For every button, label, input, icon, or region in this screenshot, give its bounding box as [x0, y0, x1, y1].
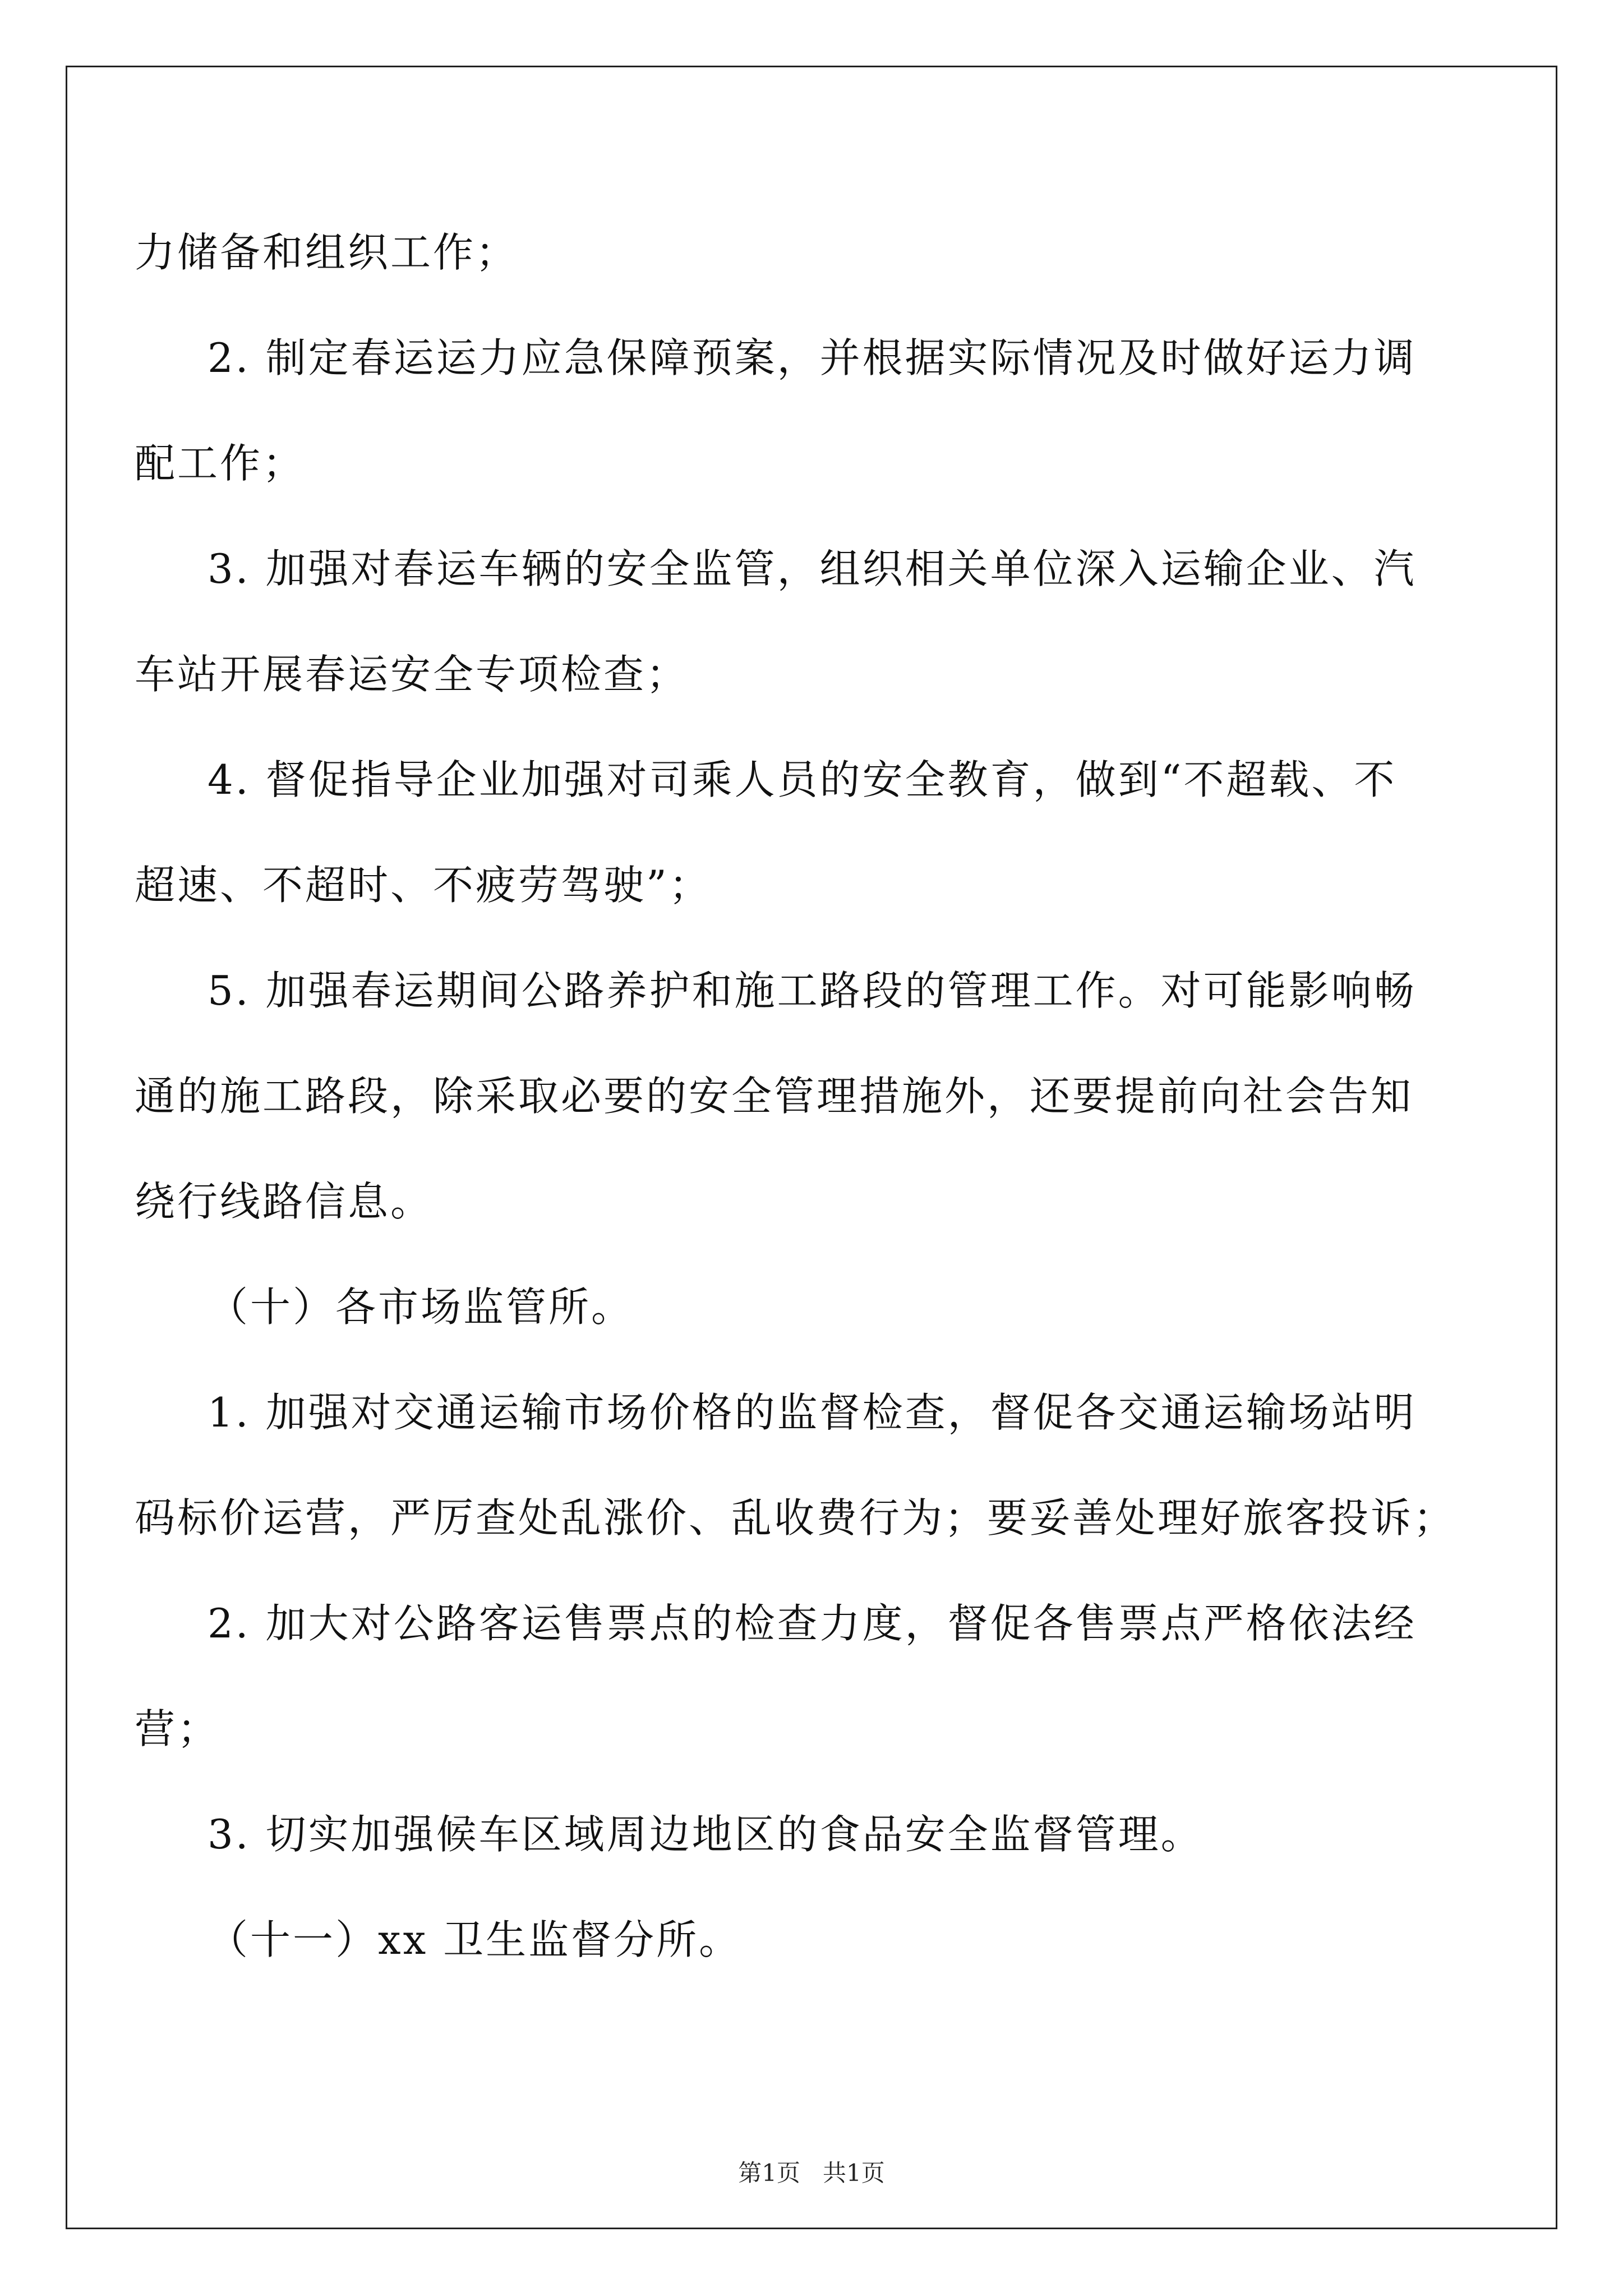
text-line: 超速、不超时、不疲劳驾驶”； — [135, 862, 712, 909]
text-line: 1. 加强对交通运输市场价格的监督检查，督促各交通运输场站明 — [208, 1389, 1417, 1436]
text-line: 4. 督促指导企业加强对司乘人员的安全教育，做到“不超载、不 — [208, 756, 1397, 803]
text-line: 营； — [135, 1705, 220, 1752]
text-line: 2. 制定春运运力应急保障预案，并根据实际情况及时做好运力调 — [208, 334, 1417, 381]
page-footer: 第1页 共1页 — [738, 2159, 885, 2187]
text-line: 2. 加大对公路客运售票点的检查力度，督促各售票点严格依法经 — [208, 1600, 1417, 1647]
text-line: 3. 加强对春运车辆的安全监管，组织相关单位深入运输企业、汽 — [208, 545, 1417, 592]
section-heading: （十一）xx 卫生监督分所。 — [208, 1916, 742, 1963]
page-border — [66, 66, 1557, 2229]
text-line: 绕行线路信息。 — [135, 1178, 434, 1225]
text-line: 力储备和组织工作； — [135, 229, 519, 276]
text-line: 配工作； — [135, 440, 306, 487]
text-line: 码标价运营，严厉查处乱涨价、乱收费行为；要妥善处理好旅客投诉； — [135, 1494, 1456, 1542]
text-line: 3. 切实加强候车区域周边地区的食品安全监督管理。 — [208, 1811, 1204, 1858]
text-line: 通的施工路段，除采取必要的安全管理措施外，还要提前向社会告知 — [135, 1073, 1414, 1120]
section-heading: （十）各市场监管所。 — [208, 1283, 634, 1331]
text-line: 5. 加强春运期间公路养护和施工路段的管理工作。对可能影响畅 — [208, 967, 1417, 1014]
text-line: 车站开展春运安全专项检查； — [135, 651, 689, 698]
